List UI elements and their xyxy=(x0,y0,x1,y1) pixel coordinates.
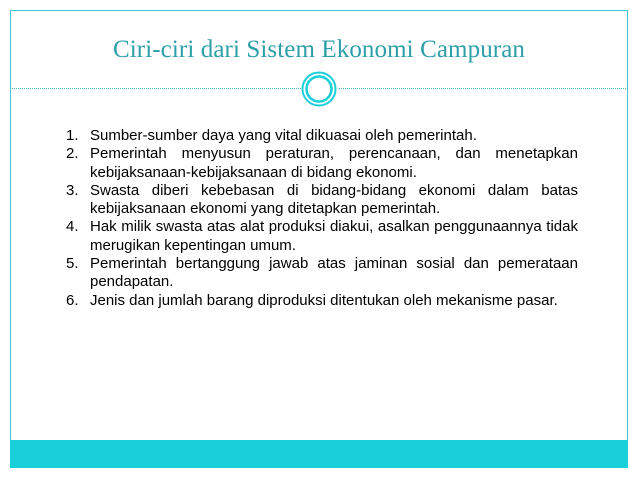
list-item-text: Pemerintah menyusun peraturan, perencanaan, dan menetapkan kebijaksanaan-kebijaksanaan di bidang ekonomi. xyxy=(90,145,578,181)
list-item-text: Jenis dan jumlah barang diproduksi ditentukan oleh mekanisme pasar. xyxy=(90,291,558,309)
list-item-text: Pemerintah bertanggung jawab atas jaminan sosial dan pemerataan pendapatan. xyxy=(90,255,578,291)
list-item-number: 4. xyxy=(66,218,79,236)
list-item xyxy=(66,145,578,182)
list-item-number: 2. xyxy=(66,145,79,163)
list-item-text: Hak milik swasta atas alat produksi diakui, asalkan penggunaannya tidak merugikan kepentingan umum. xyxy=(90,218,578,254)
list-item-number: 3. xyxy=(66,181,79,199)
title-divider-right xyxy=(339,88,628,89)
double-circle-icon xyxy=(301,71,337,107)
list-item xyxy=(66,127,578,145)
list-item-text: Sumber-sumber daya yang vital dikuasai oleh pemerintah. xyxy=(90,127,477,144)
list-item xyxy=(66,255,578,292)
title-divider-left xyxy=(10,88,301,89)
list-item-text: Swasta diberi kebebasan di bidang-bidang ekonomi dalam batas kebijaksanaan ekonomi yang ditetapkan pemerintah. xyxy=(90,181,578,218)
list-item-number: 5. xyxy=(66,255,79,273)
list-item-number: 6. xyxy=(66,291,79,309)
list-item-number: 1. xyxy=(66,127,79,144)
characteristics-list xyxy=(66,127,578,310)
list-item xyxy=(66,292,578,310)
list-item xyxy=(66,218,578,255)
list-item xyxy=(66,182,578,219)
footer-accent-bar xyxy=(10,440,628,468)
slide-title: Ciri-ciri dari Sistem Ekonomi Campuran xyxy=(112,36,526,63)
